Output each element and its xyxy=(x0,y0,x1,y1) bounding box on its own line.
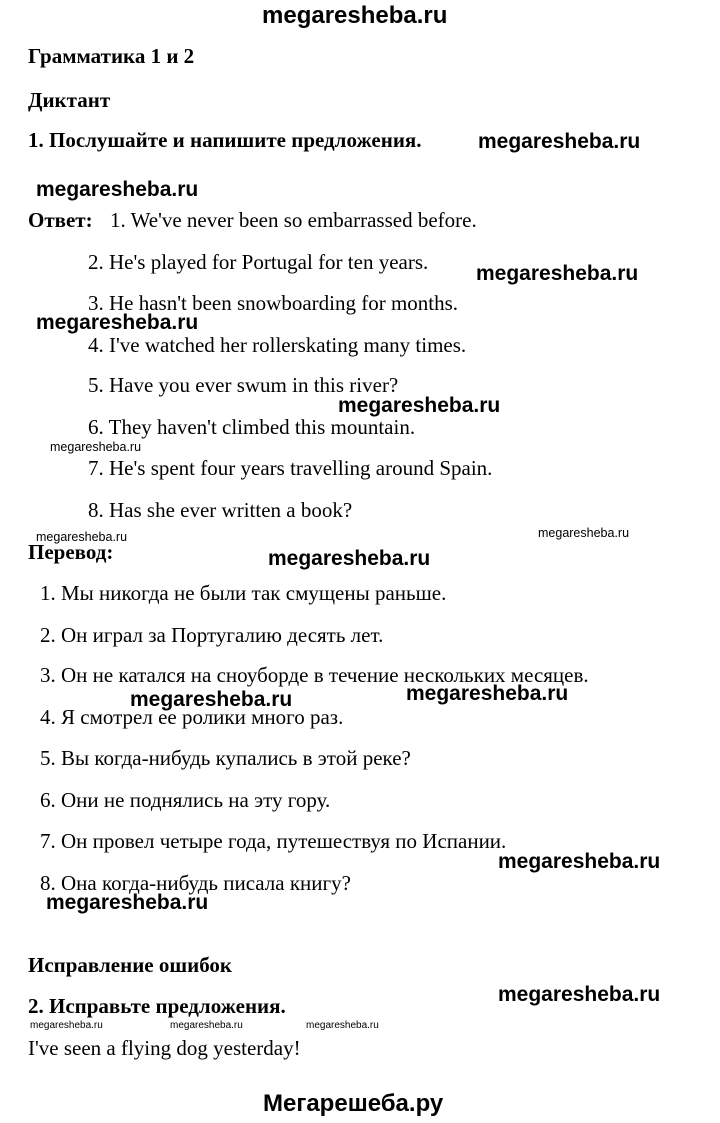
section-2-title: Исправление ошибок xyxy=(28,953,233,977)
watermark: megaresheba.ru xyxy=(30,1020,103,1031)
translation-line: 5. Вы когда-нибудь купались в этой реке? xyxy=(40,746,411,770)
section-title: Грамматика 1 и 2 xyxy=(28,44,195,68)
watermark: megaresheba.ru xyxy=(538,526,630,540)
translation-line: 6. Они не поднялись на эту гору. xyxy=(40,788,331,812)
answer-line: 8. Has she ever written a book? xyxy=(88,498,353,522)
watermark: megaresheba.ru xyxy=(268,547,431,570)
translation-line: 4. Я смотрел ее ролики много раз. xyxy=(40,705,344,729)
translation-line: 1. Мы никогда не были так смущены раньше. xyxy=(40,581,447,605)
answer-line: 5. Have you ever swum in this river? xyxy=(88,373,399,397)
watermark: megaresheba.ru xyxy=(478,130,641,153)
footer-site: Мегарешеба.ру xyxy=(263,1090,444,1117)
watermark: megaresheba.ru xyxy=(406,682,569,705)
watermark: megaresheba.ru xyxy=(498,983,661,1006)
answer-line: 1. We've never been so embarrassed before. xyxy=(110,208,477,232)
watermark: megaresheba.ru xyxy=(170,1020,243,1031)
translation-line: 7. Он провел четыре года, путешествуя по Испании. xyxy=(40,829,507,853)
watermark: megaresheba.ru xyxy=(306,1020,379,1031)
watermark: megaresheba.ru xyxy=(50,440,142,454)
answer-line: 4. I've watched her rollerskating many times. xyxy=(88,333,467,357)
answer-line: 2. He's played for Portugal for ten years. xyxy=(88,250,429,274)
translation-label: Перевод: xyxy=(28,540,114,564)
answer-line: 7. He's spent four years travelling around Spain. xyxy=(88,456,493,480)
section-subtitle: Диктант xyxy=(28,88,111,112)
task-1-heading: 1. Послушайте и напишите предложения. xyxy=(28,128,422,152)
header-site: megaresheba.ru xyxy=(262,2,448,29)
translation-line: 3. Он не катался на сноуборде в течение нескольких месяцев. xyxy=(40,663,589,687)
task-2-heading: 2. Исправьте предложения. xyxy=(28,994,286,1018)
watermark: megaresheba.ru xyxy=(130,688,293,711)
watermark: megaresheba.ru xyxy=(46,891,209,914)
translation-line: 8. Она когда-нибудь писала книгу? xyxy=(40,871,351,895)
answer-label: Ответ: xyxy=(28,208,93,232)
watermark: megaresheba.ru xyxy=(36,311,199,334)
watermark: megaresheba.ru xyxy=(36,178,199,201)
translation-line: 2. Он играл за Португалию десять лет. xyxy=(40,623,384,647)
watermark: megaresheba.ru xyxy=(498,850,661,873)
answer-line: 6. They haven't climbed this mountain. xyxy=(88,415,416,439)
watermark: megaresheba.ru xyxy=(338,394,501,417)
sentence-to-correct: I've seen a flying dog yesterday! xyxy=(28,1036,301,1060)
answer-line: 3. He hasn't been snowboarding for months. xyxy=(88,291,459,315)
watermark: megaresheba.ru xyxy=(36,530,128,544)
watermark: megaresheba.ru xyxy=(476,262,639,285)
